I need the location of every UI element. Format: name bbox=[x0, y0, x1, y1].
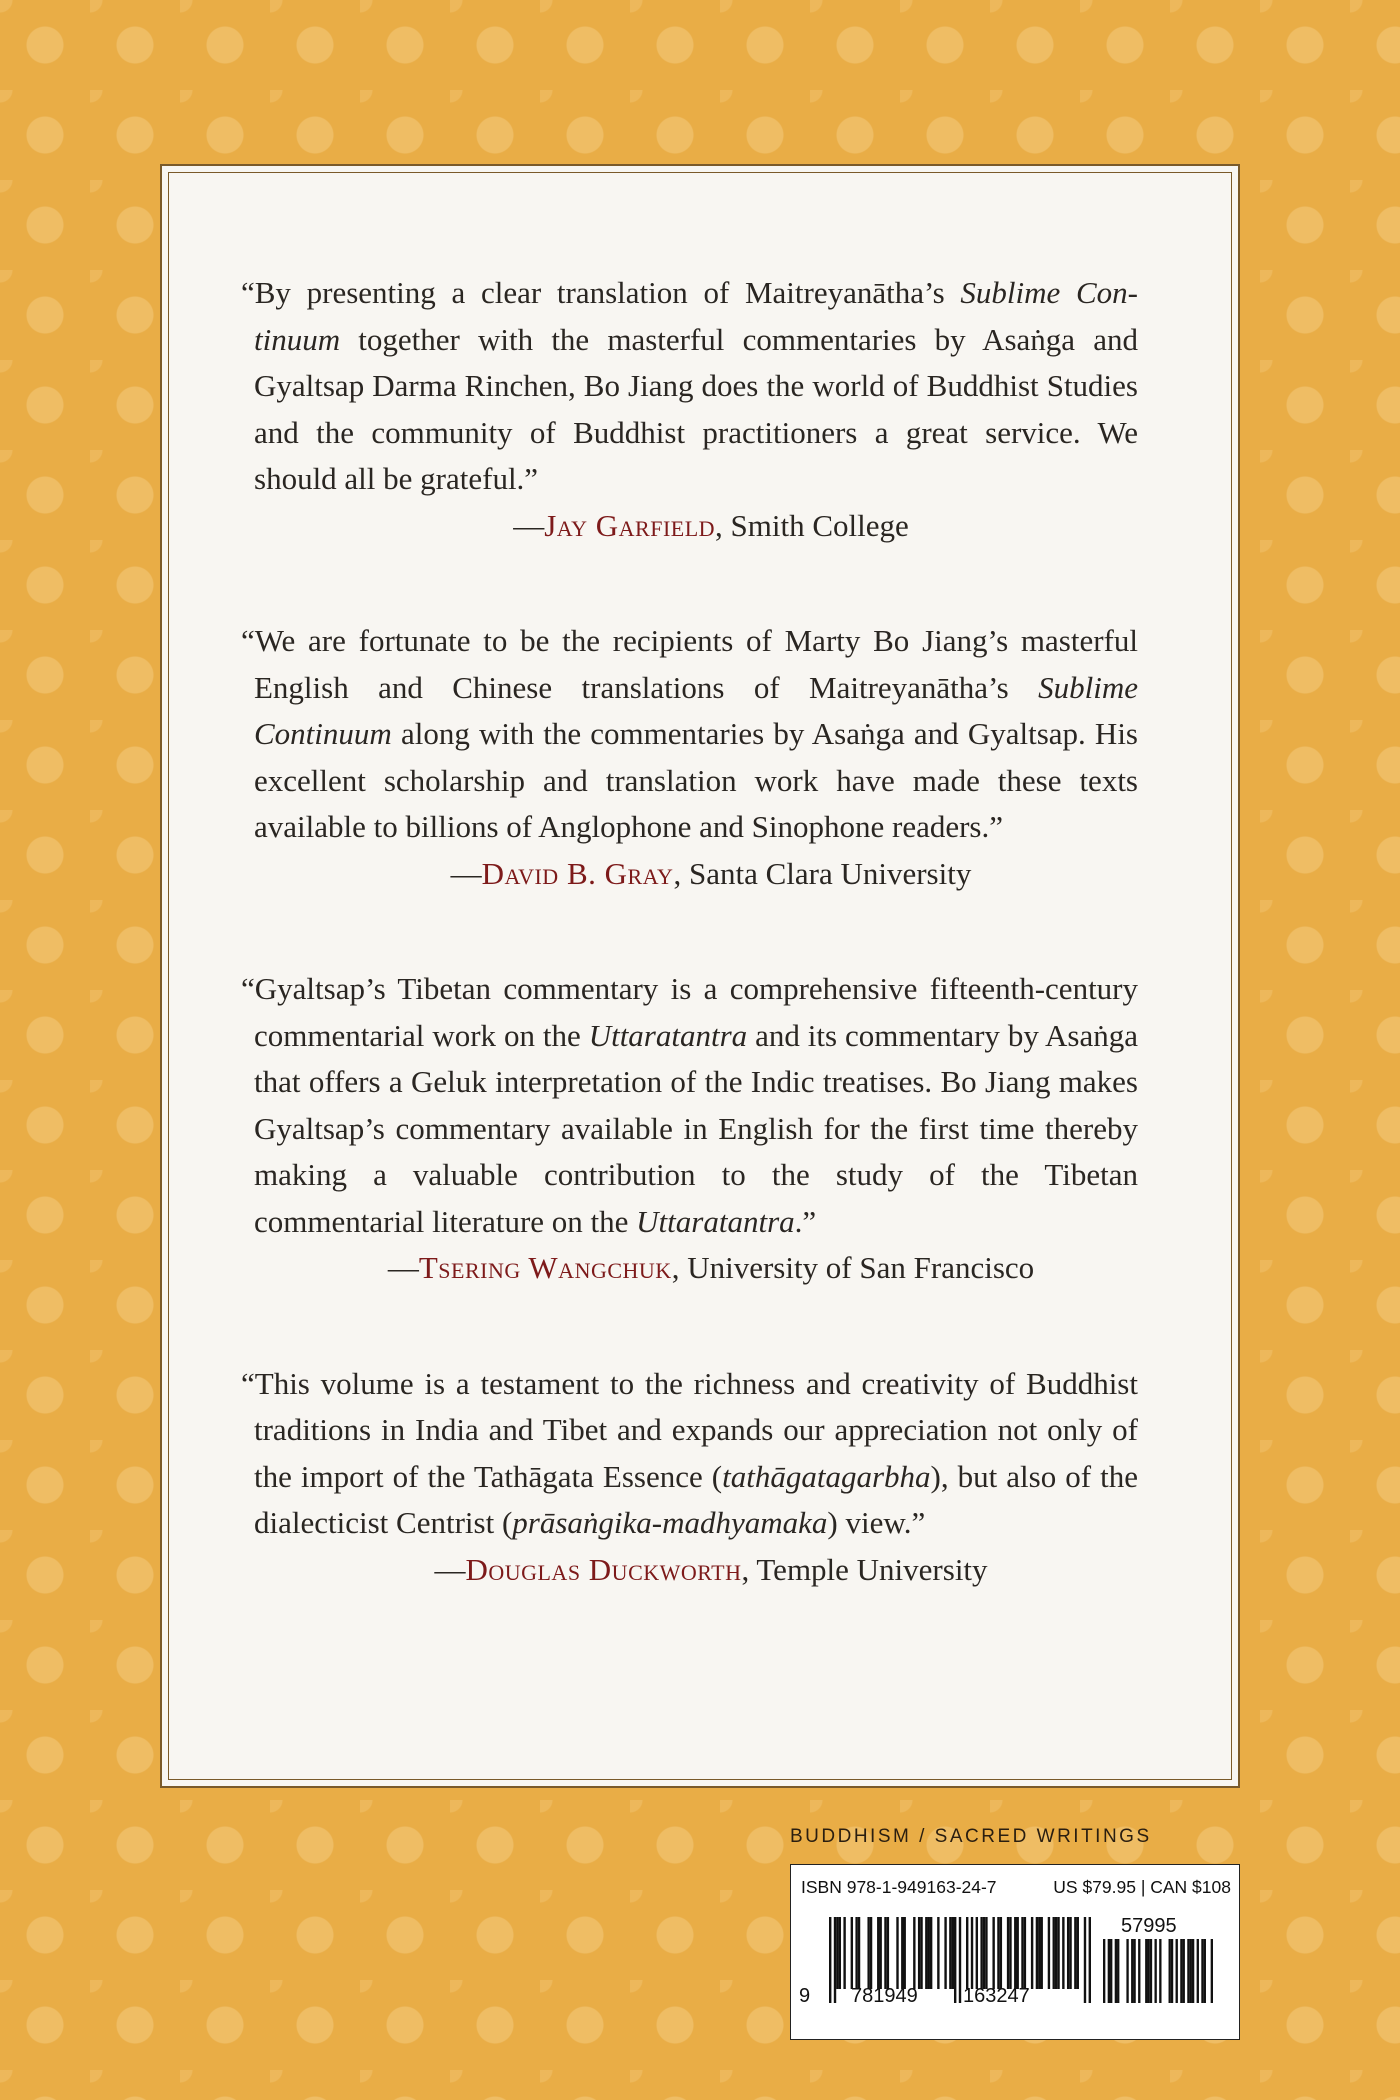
barcode-addon bbox=[1103, 1939, 1213, 2003]
barcode-bar bbox=[834, 1917, 836, 2003]
barcode-bar bbox=[1103, 1939, 1105, 2003]
subject-category: BUDDHISM / SACRED WRITINGS bbox=[790, 1826, 1152, 1847]
barcode-bar bbox=[1089, 1917, 1091, 2003]
barcode-bar bbox=[1211, 1939, 1213, 2003]
barcode-bar bbox=[1159, 1939, 1161, 2003]
quote-4-term-2: prāsaṅgika-madhyamaka bbox=[512, 1505, 828, 1540]
barcode-bar bbox=[1201, 1939, 1203, 2003]
isbn-number: ISBN 978-1-949163-24-7 bbox=[801, 1877, 997, 1897]
barcode-bar bbox=[1074, 1917, 1076, 1989]
quote-2-text-end: along with the commentaries by Asaṅga and Gyaltsap. His excellent scholarship and translation work have made these texts available to billions of Anglophone and Sinophone readers.” bbox=[254, 716, 1138, 844]
quote-4-text: “This volume is a testament to the richness and creativity of Buddhist traditions in India and Tibet and expands our appreciation not only of the import of the Tathāgata Essence ( bbox=[241, 1365, 1138, 1494]
barcode-bar bbox=[839, 1917, 841, 1989]
barcode-bar bbox=[851, 1917, 853, 1989]
barcode-bar bbox=[1110, 1939, 1112, 2003]
barcode-bar bbox=[1180, 1939, 1182, 2003]
barcode-bar bbox=[925, 1917, 927, 1989]
barcode-bar bbox=[879, 1917, 881, 1989]
barcode-bar bbox=[983, 1917, 985, 1989]
barcode-bar bbox=[992, 1917, 994, 1989]
barcode-bar bbox=[937, 1917, 939, 1989]
barcode-bar bbox=[1041, 1917, 1043, 1989]
attribution-3: —Tsering Wangchuk, University of San Francisco bbox=[387, 1250, 1035, 1285]
quote-3-text-mid: and its commentary by Asaṅga that offers a Geluk interpretation of the Indic treatises. Bo Jiang makes Gyaltsap’s commentary available in English for the first time thereby making a valuable contribution to the study of the Tibetan commentarial literature on the bbox=[254, 1017, 1138, 1239]
barcode-bar bbox=[1115, 1939, 1117, 2003]
barcode-bar bbox=[1204, 1939, 1206, 2003]
quote-4-text-end: ) view.” bbox=[827, 1505, 926, 1540]
barcode-bar bbox=[1021, 1917, 1023, 1989]
barcode-lead-digit: 9 bbox=[799, 1985, 811, 2007]
author-name: Jay Garfield bbox=[544, 507, 716, 543]
author-affiliation: , Santa Clara University bbox=[673, 855, 972, 891]
author-name: Douglas Duckworth bbox=[465, 1551, 742, 1587]
endorsements bbox=[241, 270, 1138, 1662]
quote-4-term: tathāgatagarbha bbox=[722, 1458, 931, 1494]
quote-4 bbox=[241, 1361, 1138, 1547]
barcode-bar bbox=[920, 1917, 922, 1989]
barcode-bar bbox=[870, 1917, 872, 1989]
barcode-bar bbox=[904, 1917, 906, 1989]
quote-3-title: Uttaratantra bbox=[588, 1017, 748, 1053]
barcode-bar bbox=[843, 1917, 845, 1989]
barcode-bar bbox=[980, 1917, 982, 1989]
barcode-bar bbox=[855, 1917, 857, 1989]
barcode-left-digits: 781949 bbox=[851, 1985, 918, 2007]
barcode-bar bbox=[930, 1917, 932, 1989]
quote-2-title: Sublime Continuum bbox=[254, 669, 1138, 751]
barcode-bar bbox=[928, 1917, 930, 1989]
barcode-bar bbox=[1131, 1939, 1133, 2003]
barcode-bar bbox=[1069, 1917, 1071, 1989]
barcode-bar bbox=[966, 1917, 968, 1989]
barcode-bar bbox=[1183, 1939, 1185, 2003]
barcode-bar bbox=[959, 1917, 961, 2003]
barcode-bar bbox=[918, 1917, 920, 1989]
barcode-bar bbox=[829, 1917, 831, 2003]
attribution-1: —Jay Garfield, Smith College bbox=[513, 507, 909, 543]
barcode-bar bbox=[1192, 1939, 1194, 2003]
quote-2 bbox=[241, 618, 1138, 851]
barcode-bar bbox=[1150, 1939, 1152, 2003]
barcode-bar bbox=[1190, 1939, 1192, 2003]
barcode-bar bbox=[1138, 1939, 1140, 2003]
barcode-bar bbox=[1117, 1939, 1119, 2003]
barcode-bar bbox=[976, 1917, 978, 1989]
quote-2-text: “We are fortunate to be the recipients of Marty Bo Jiang’s masterful English and Chinese translations of Maitreyanātha’s bbox=[241, 623, 1138, 705]
barcode-bar bbox=[949, 1917, 951, 1989]
barcode-bar bbox=[944, 1917, 946, 1989]
barcode-bar bbox=[867, 1917, 869, 1989]
barcode-bar bbox=[896, 1917, 898, 1989]
barcode-right-digits: 163247 bbox=[963, 1985, 1030, 2007]
quote-3-text: “Gyaltsap’s Tibetan commentary is a comprehensive fifteenth-century commentarial work on the bbox=[241, 971, 1138, 1053]
quote-3-text-end: .” bbox=[794, 1203, 817, 1239]
barcode-bar bbox=[971, 1917, 973, 1989]
attribution-4: —Douglas Duckworth, Temple University bbox=[434, 1551, 988, 1587]
barcode-addon-digits: 57995 bbox=[1121, 1915, 1177, 1937]
barcode-bar bbox=[1176, 1939, 1178, 2003]
barcode-bar bbox=[1187, 1939, 1189, 2003]
barcode-bar bbox=[1055, 1917, 1057, 1989]
barcode-bar bbox=[858, 1917, 860, 1989]
quote-1-title: Sublime Continuum bbox=[254, 275, 1138, 357]
barcode-box bbox=[790, 1864, 1240, 2040]
barcode-bar bbox=[836, 1917, 838, 1989]
barcode-bar bbox=[1038, 1917, 1040, 1989]
barcode-bar bbox=[997, 1917, 999, 1989]
author-affiliation: , Smith College bbox=[715, 507, 909, 543]
barcode-bar bbox=[1147, 1939, 1149, 2003]
quote-1 bbox=[241, 270, 1138, 503]
barcode-bar bbox=[985, 1917, 987, 1989]
barcode-bar bbox=[887, 1917, 889, 1989]
barcode-bar bbox=[954, 1917, 956, 2003]
barcode-bar bbox=[1084, 1917, 1086, 2003]
barcode-bar bbox=[1014, 1917, 1016, 1989]
barcode-bar bbox=[1036, 1917, 1038, 1989]
barcode-bar bbox=[1031, 1917, 1033, 1989]
quote-1-text: “By presenting a clear translation of Maitreyanātha’s bbox=[241, 275, 961, 310]
barcode-bar bbox=[1145, 1939, 1147, 2003]
barcode-bar bbox=[1077, 1917, 1079, 1989]
barcode-bar bbox=[1007, 1917, 1009, 1989]
barcode-bar bbox=[1048, 1917, 1050, 1989]
barcode-bar bbox=[901, 1917, 903, 1989]
barcode-bar bbox=[1133, 1939, 1135, 2003]
barcode-bar bbox=[1057, 1917, 1059, 1989]
barcode-bar bbox=[1016, 1917, 1018, 1989]
author-affiliation: , University of San Francisco bbox=[671, 1250, 1035, 1285]
attribution-2: —David B. Gray, Santa Clara University bbox=[450, 855, 972, 891]
quote-1-text-end: together with the masterful commentaries by Asaṅga and Gyaltsap Darma Rinchen, Bo Jiang does the world of Buddhist Studies and the community of Buddhist practitioners a great service. We should all be grateful.” bbox=[254, 321, 1138, 496]
author-affiliation: , Temple University bbox=[741, 1551, 988, 1587]
barcode-bar bbox=[1169, 1939, 1171, 2003]
barcode-bar bbox=[1053, 1917, 1055, 1989]
isbn-line bbox=[801, 1877, 1231, 1898]
author-name: David B. Gray bbox=[481, 855, 674, 891]
barcode-bar bbox=[1024, 1917, 1026, 1989]
barcode-bar bbox=[1067, 1917, 1069, 1989]
barcode-bar bbox=[1000, 1917, 1002, 1989]
barcode-bar bbox=[1009, 1917, 1011, 1989]
quote-3-title-2: Uttaratantra bbox=[636, 1203, 795, 1239]
barcode-bar bbox=[1108, 1939, 1110, 2003]
price: US $79.95 | CAN $108 bbox=[1053, 1877, 1231, 1897]
quote-3 bbox=[241, 966, 1138, 1245]
barcode-bar bbox=[952, 1917, 954, 1989]
barcode-bar bbox=[884, 1917, 886, 1989]
barcode-bar bbox=[1154, 1939, 1156, 2003]
quote-4-text-mid: ), but also of the dialecticist Centrist ( bbox=[254, 1458, 1138, 1540]
barcode-bar bbox=[877, 1917, 879, 1989]
barcode-bar bbox=[1062, 1917, 1064, 1989]
barcode-bar bbox=[1171, 1939, 1173, 2003]
barcode-bar bbox=[1197, 1939, 1199, 2003]
barcode-bar bbox=[1126, 1939, 1128, 2003]
barcode-bar bbox=[913, 1917, 915, 1989]
author-name: Tsering Wangchuk bbox=[418, 1250, 672, 1285]
